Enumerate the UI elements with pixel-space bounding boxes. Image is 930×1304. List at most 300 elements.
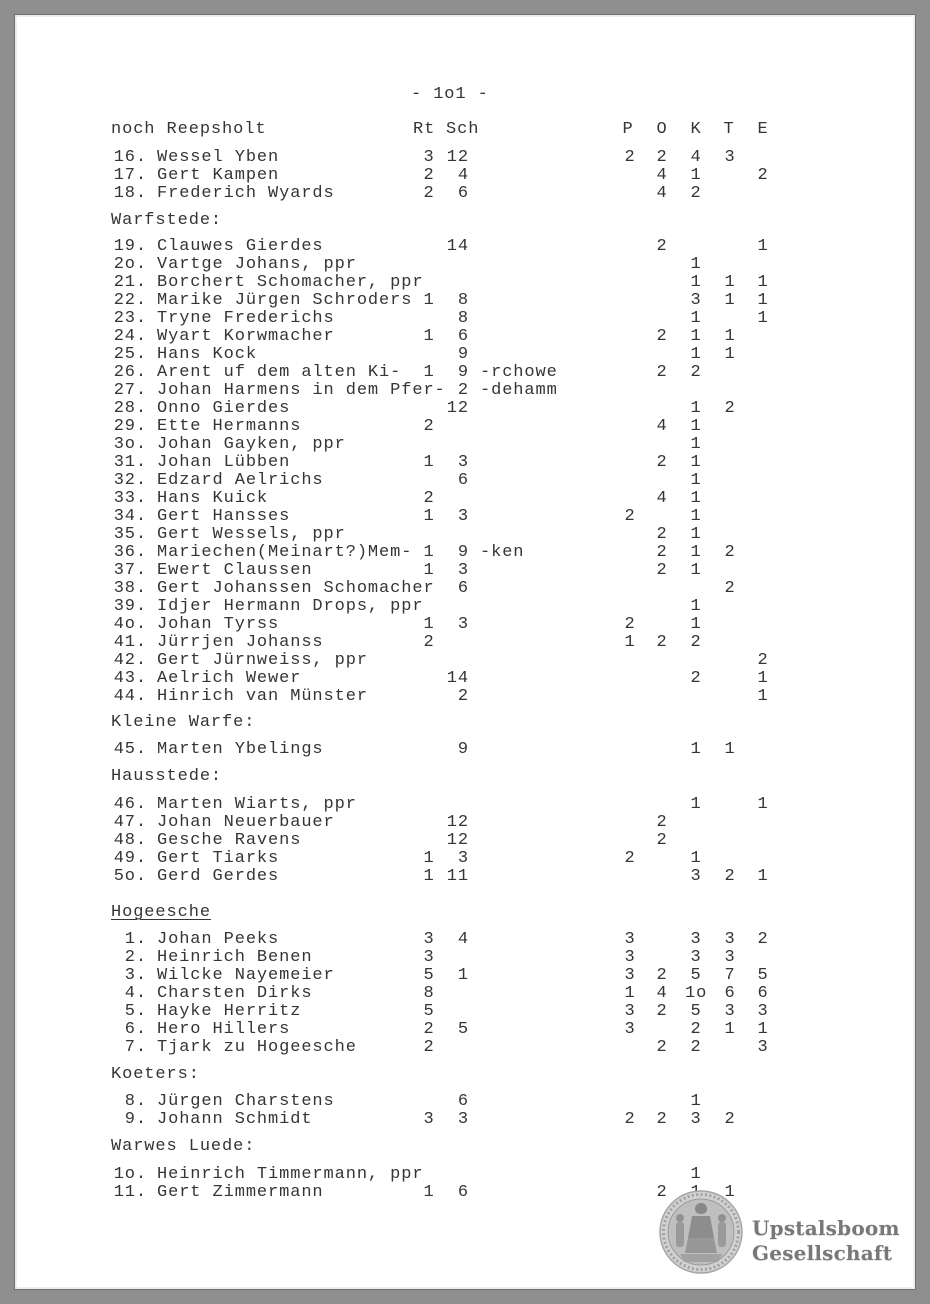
rt-value: 2	[423, 1038, 435, 1057]
person-name: Mariechen(Meinart?)Mem-	[157, 543, 413, 562]
sch-value: 6	[457, 1092, 469, 1111]
p-value: 1	[624, 633, 636, 652]
record-section	[0, 1138, 930, 1202]
e-value: 6	[757, 984, 769, 1003]
row-number: 39.	[113, 597, 147, 616]
k-value: 4	[690, 148, 702, 167]
t-value: 1	[724, 291, 736, 310]
t-value: 3	[724, 930, 736, 949]
person-name: Frederich Wyards	[157, 184, 335, 203]
name-continuation: -ken	[480, 543, 525, 562]
row-number: 11.	[113, 1183, 147, 1202]
rt-value: 1	[423, 543, 435, 562]
p-value: 3	[624, 948, 636, 967]
o-value: 2	[656, 1038, 668, 1057]
row-number: 42.	[113, 651, 147, 670]
record-section	[0, 1066, 930, 1129]
rt-value: 1	[423, 1183, 435, 1202]
row-number: 37.	[113, 561, 147, 580]
sch-value: 3	[457, 1110, 469, 1129]
section-heading-text: noch Reepsholt	[111, 120, 267, 139]
o-value: 2	[656, 831, 668, 850]
table-row	[0, 418, 930, 436]
person-name: Borchert Schomacher, ppr	[157, 273, 424, 292]
table-row	[0, 1021, 930, 1039]
record-section	[0, 714, 930, 759]
sch-value: 4	[457, 166, 469, 185]
table-row	[0, 741, 930, 759]
rt-value: 3	[423, 948, 435, 967]
t-value: 1	[724, 273, 736, 292]
k-value: 1	[690, 1092, 702, 1111]
record-section	[0, 768, 930, 886]
table-row	[0, 436, 930, 454]
rt-value: 1	[423, 561, 435, 580]
k-value: 3	[690, 930, 702, 949]
person-name: Hero Hillers	[157, 1020, 291, 1039]
logo-text-gesellschaft: Gesellschaft	[752, 1241, 893, 1265]
k-value: 1	[690, 309, 702, 328]
person-name: Jürgen Charstens	[157, 1092, 335, 1111]
table-row	[0, 985, 930, 1003]
row-number: 31.	[113, 453, 147, 472]
row-number: 43.	[113, 669, 147, 688]
rt-value: 2	[423, 1020, 435, 1039]
person-name: Johan Lübben	[157, 453, 291, 472]
o-value: 2	[656, 525, 668, 544]
t-value: 1	[724, 1020, 736, 1039]
table-row	[0, 562, 930, 580]
person-name: Arent uf dem alten Ki-	[157, 363, 402, 382]
row-number: 49.	[113, 849, 147, 868]
row-number: 25.	[113, 345, 147, 364]
p-value: 2	[624, 615, 636, 634]
table-row	[0, 652, 930, 670]
sch-value: 11	[446, 867, 469, 886]
k-value: 1	[690, 561, 702, 580]
k-value: 1	[690, 525, 702, 544]
person-name: Gerd Gerdes	[157, 867, 280, 886]
o-value: 2	[656, 1002, 668, 1021]
sch-value: 6	[457, 1183, 469, 1202]
person-name: Hans Kuick	[157, 489, 269, 508]
sch-value: 6	[457, 579, 469, 598]
sch-value: 9	[457, 740, 469, 759]
person-name: Gert Kampen	[157, 166, 280, 185]
k-value: 2	[690, 1020, 702, 1039]
row-number: 19.	[113, 237, 147, 256]
record-section	[0, 212, 930, 706]
o-value: 4	[656, 984, 668, 1003]
row-number: 3.	[124, 966, 147, 985]
t-value: 7	[724, 966, 736, 985]
table-row	[0, 868, 930, 886]
row-number: 35.	[113, 525, 147, 544]
person-name: Gert Tiarks	[157, 849, 280, 868]
record-section	[0, 904, 930, 1057]
section-heading	[0, 212, 930, 230]
k-value: 1	[690, 273, 702, 292]
t-value: 2	[724, 399, 736, 418]
row-number: 24.	[113, 327, 147, 346]
t-value: 2	[724, 867, 736, 886]
p-value: 2	[624, 507, 636, 526]
e-value: 1	[757, 669, 769, 688]
k-value: 1	[690, 1165, 702, 1184]
t-value: 3	[724, 948, 736, 967]
table-row	[0, 1039, 930, 1057]
table-row	[0, 967, 930, 985]
t-value: 2	[724, 579, 736, 598]
section-heading-text: Hogeesche	[111, 903, 211, 922]
k-value: 1o	[685, 984, 708, 1003]
person-name: Gert Jürnweiss, ppr	[157, 651, 368, 670]
column-header-k: K	[690, 120, 702, 139]
k-value: 2	[690, 1038, 702, 1057]
o-value: 2	[656, 1183, 668, 1202]
person-name: Ewert Claussen	[157, 561, 313, 580]
k-value: 1	[690, 453, 702, 472]
row-number: 2.	[124, 948, 147, 967]
o-value: 2	[656, 966, 668, 985]
table-row	[0, 238, 930, 256]
k-value: 1	[690, 507, 702, 526]
row-number: 48.	[113, 831, 147, 850]
person-name: Gert Wessels, ppr	[157, 525, 346, 544]
person-name: Jürrjen Johanss	[157, 633, 324, 652]
k-value: 1	[690, 597, 702, 616]
person-name: Tryne Frederichs	[157, 309, 335, 328]
table-row	[0, 454, 930, 472]
p-value: 2	[624, 1110, 636, 1129]
sch-value: 3	[457, 561, 469, 580]
table-row	[0, 850, 930, 868]
row-number: 4o.	[113, 615, 147, 634]
sch-value: 12	[446, 148, 469, 167]
section-heading	[0, 768, 930, 786]
sch-value: 5	[457, 1020, 469, 1039]
row-number: 2o.	[113, 255, 147, 274]
o-value: 4	[656, 417, 668, 436]
table-row	[0, 328, 930, 346]
o-value: 2	[656, 453, 668, 472]
p-value: 2	[624, 849, 636, 868]
rt-value: 1	[423, 507, 435, 526]
o-value: 2	[656, 561, 668, 580]
t-value: 2	[724, 543, 736, 562]
e-value: 1	[757, 867, 769, 886]
row-number: 33.	[113, 489, 147, 508]
table-row	[0, 949, 930, 967]
logo-text-upstalsboom: Upstalsboom	[752, 1216, 900, 1240]
k-value: 1	[690, 740, 702, 759]
person-name: Charsten Dirks	[157, 984, 313, 1003]
person-name: Edzard Aelrichs	[157, 471, 324, 490]
rt-value: 1	[423, 849, 435, 868]
sch-value: 8	[457, 309, 469, 328]
table-row	[0, 1184, 930, 1202]
person-name: Johan Peeks	[157, 930, 280, 949]
t-value: 6	[724, 984, 736, 1003]
table-row	[0, 310, 930, 328]
e-value: 1	[757, 309, 769, 328]
upstalsboom-seal-icon	[658, 1189, 744, 1275]
row-number: 17.	[113, 166, 147, 185]
rt-value: 3	[423, 1110, 435, 1129]
sch-value: 14	[446, 237, 469, 256]
person-name: Idjer Hermann Drops, ppr	[157, 597, 424, 616]
k-value: 1	[690, 489, 702, 508]
rt-value: 1	[423, 615, 435, 634]
table-row	[0, 1003, 930, 1021]
table-row	[0, 292, 930, 310]
t-value: 1	[724, 327, 736, 346]
o-value: 2	[656, 237, 668, 256]
o-value: 4	[656, 489, 668, 508]
e-value: 2	[757, 930, 769, 949]
table-row	[0, 526, 930, 544]
section-heading-text: Warfstede:	[111, 211, 223, 230]
person-name: Johan Neuerbauer	[157, 813, 335, 832]
person-name: Johann Schmidt	[157, 1110, 313, 1129]
table-row	[0, 634, 930, 652]
sch-value: 12	[446, 399, 469, 418]
p-value: 3	[624, 1002, 636, 1021]
e-value: 1	[757, 795, 769, 814]
p-value: 3	[624, 966, 636, 985]
k-value: 2	[690, 669, 702, 688]
sch-value: 12	[446, 813, 469, 832]
table-row	[0, 364, 930, 382]
k-value: 3	[690, 1110, 702, 1129]
person-name: Onno Gierdes	[157, 399, 291, 418]
sch-value: 8	[457, 291, 469, 310]
table-row	[0, 400, 930, 418]
row-number: 16.	[113, 148, 147, 167]
person-name: Gert Zimmermann	[157, 1183, 324, 1202]
k-value: 1	[690, 327, 702, 346]
rt-value: 2	[423, 633, 435, 652]
section-heading	[0, 1138, 930, 1156]
k-value: 1	[690, 795, 702, 814]
sch-value: 6	[457, 184, 469, 203]
e-value: 1	[757, 687, 769, 706]
rt-value: 3	[423, 930, 435, 949]
o-value: 2	[656, 1110, 668, 1129]
person-name: Tjark zu Hogeesche	[157, 1038, 357, 1057]
o-value: 4	[656, 184, 668, 203]
table-row	[0, 931, 930, 949]
row-number: 5.	[124, 1002, 147, 1021]
person-name: Marten Ybelings	[157, 740, 324, 759]
rt-value: 1	[423, 453, 435, 472]
t-value: 1	[724, 345, 736, 364]
rt-value: 8	[423, 984, 435, 1003]
t-value: 2	[724, 1110, 736, 1129]
k-value: 1	[690, 417, 702, 436]
k-value: 3	[690, 948, 702, 967]
person-name: Gert Johanssen Schomacher	[157, 579, 435, 598]
rt-value: 2	[423, 166, 435, 185]
sch-value: 6	[457, 471, 469, 490]
table-row	[0, 796, 930, 814]
person-name: Gesche Ravens	[157, 831, 302, 850]
k-value: 3	[690, 867, 702, 886]
person-name: Hayke Herritz	[157, 1002, 302, 1021]
section-heading-text: Kleine Warfe:	[111, 713, 256, 732]
t-value: 1	[724, 1183, 736, 1202]
o-value: 2	[656, 363, 668, 382]
person-name: Gert Hansses	[157, 507, 291, 526]
table-row	[0, 832, 930, 850]
section-heading	[0, 1066, 930, 1084]
row-number: 26.	[113, 363, 147, 382]
k-value: 5	[690, 1002, 702, 1021]
o-value: 2	[656, 543, 668, 562]
o-value: 2	[656, 148, 668, 167]
e-value: 1	[757, 291, 769, 310]
sch-value: 6	[457, 327, 469, 346]
sch-value: 3	[457, 453, 469, 472]
t-value: 3	[724, 148, 736, 167]
person-name: Wilcke Nayemeier	[157, 966, 335, 985]
sch-value: 9	[457, 543, 469, 562]
e-value: 3	[757, 1038, 769, 1057]
row-number: 28.	[113, 399, 147, 418]
row-number: 45.	[113, 740, 147, 759]
person-name: Aelrich Wewer	[157, 669, 302, 688]
page-number: - 1o1 -	[411, 85, 489, 104]
table-row	[0, 1111, 930, 1129]
e-value: 1	[757, 1020, 769, 1039]
table-row	[0, 598, 930, 616]
row-number: 18.	[113, 184, 147, 203]
o-value: 4	[656, 166, 668, 185]
record-section	[0, 121, 930, 203]
sch-value: 4	[457, 930, 469, 949]
p-value: 3	[624, 1020, 636, 1039]
t-value: 3	[724, 1002, 736, 1021]
row-number: 46.	[113, 795, 147, 814]
p-value: 1	[624, 984, 636, 1003]
sch-value: 14	[446, 669, 469, 688]
k-value: 1	[690, 255, 702, 274]
k-value: 3	[690, 291, 702, 310]
sch-value: 9	[457, 345, 469, 364]
person-name: Vartge Johans, ppr	[157, 255, 357, 274]
row-number: 32.	[113, 471, 147, 490]
k-value: 1	[690, 849, 702, 868]
row-number: 1.	[124, 930, 147, 949]
rt-value: 2	[423, 417, 435, 436]
p-value: 2	[624, 148, 636, 167]
row-number: 4.	[124, 984, 147, 1003]
name-continuation: -rchowe	[480, 363, 558, 382]
table-row	[0, 382, 930, 400]
rt-value: 1	[423, 867, 435, 886]
table-row	[0, 688, 930, 706]
person-name: Wyart Korwmacher	[157, 327, 335, 346]
sch-value: 9	[457, 363, 469, 382]
person-name: Marten Wiarts, ppr	[157, 795, 357, 814]
row-number: 23.	[113, 309, 147, 328]
row-number: 21.	[113, 273, 147, 292]
person-name: Wessel Yben	[157, 148, 280, 167]
row-number: 1o.	[113, 1165, 147, 1184]
person-name: Clauwes Gierdes	[157, 237, 324, 256]
row-number: 41.	[113, 633, 147, 652]
column-header-sch: Sch	[446, 120, 480, 139]
rt-value: 1	[423, 363, 435, 382]
column-header-e: E	[757, 120, 769, 139]
table-row	[0, 185, 930, 203]
section-heading-text: Koeters:	[111, 1065, 200, 1084]
o-value: 2	[656, 813, 668, 832]
row-number: 34.	[113, 507, 147, 526]
section-heading-text: Hausstede:	[111, 767, 223, 786]
o-value: 2	[656, 633, 668, 652]
sch-value: 2	[457, 381, 469, 400]
row-number: 36.	[113, 543, 147, 562]
row-number: 22.	[113, 291, 147, 310]
t-value: 1	[724, 740, 736, 759]
section-heading	[0, 714, 930, 732]
row-number: 9.	[124, 1110, 147, 1129]
sch-value: 1	[457, 966, 469, 985]
sch-value: 12	[446, 831, 469, 850]
section-heading	[0, 904, 930, 922]
sch-value: 3	[457, 507, 469, 526]
person-name: Hans Kock	[157, 345, 257, 364]
column-header-o: O	[656, 120, 668, 139]
column-header-rt: Rt	[413, 120, 436, 139]
person-name: Heinrich Benen	[157, 948, 313, 967]
e-value: 1	[757, 273, 769, 292]
table-row	[0, 149, 930, 167]
record-table	[0, 121, 930, 1202]
person-name: Hinrich van Münster	[157, 687, 368, 706]
table-row	[0, 670, 930, 688]
rt-value: 3	[423, 148, 435, 167]
person-name: Heinrich Timmermann, ppr	[157, 1165, 424, 1184]
table-row	[0, 167, 930, 185]
k-value: 1	[690, 399, 702, 418]
section-heading-text: Warwes Luede:	[111, 1137, 256, 1156]
table-row	[0, 472, 930, 490]
person-name: Johan Harmens in dem Pfer-	[157, 381, 446, 400]
person-name: Ette Hermanns	[157, 417, 302, 436]
rt-value: 2	[423, 184, 435, 203]
k-value: 1	[690, 166, 702, 185]
row-number: 47.	[113, 813, 147, 832]
e-value: 2	[757, 166, 769, 185]
k-value: 2	[690, 633, 702, 652]
sch-value: 3	[457, 849, 469, 868]
rt-value: 1	[423, 327, 435, 346]
table-row	[0, 814, 930, 832]
k-value: 1	[690, 471, 702, 490]
row-number: 27.	[113, 381, 147, 400]
rt-value: 5	[423, 966, 435, 985]
k-value: 2	[690, 363, 702, 382]
table-row	[0, 1093, 930, 1111]
k-value: 2	[690, 184, 702, 203]
column-header-t: T	[723, 120, 735, 139]
table-row	[0, 346, 930, 364]
k-value: 1	[690, 543, 702, 562]
rt-value: 5	[423, 1002, 435, 1021]
person-name: Johan Tyrss	[157, 615, 280, 634]
